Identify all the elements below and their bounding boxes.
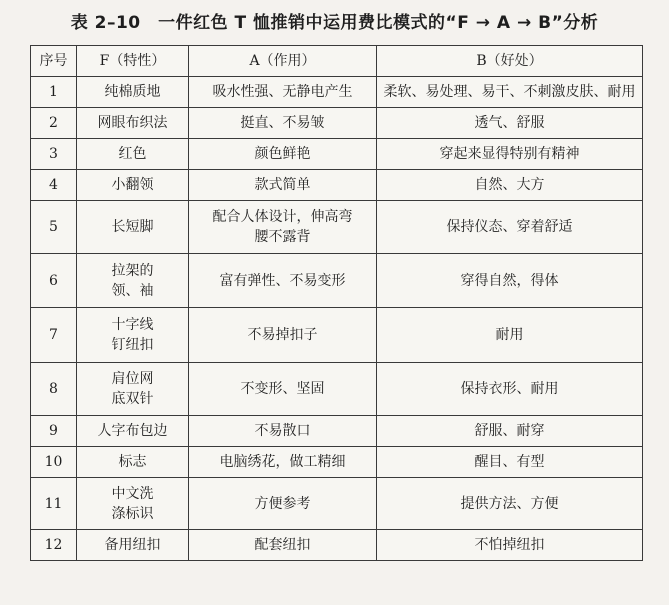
cell-no: 12 (31, 530, 77, 561)
cell-no: 1 (31, 77, 77, 108)
cell-feature: 网眼布织法 (77, 108, 189, 139)
cell-feature: 十字线 钉纽扣 (77, 308, 189, 363)
cell-advantage: 挺直、不易皱 (189, 108, 377, 139)
table-row (31, 447, 643, 478)
table-row (31, 77, 643, 108)
cell-feature: 长短脚 (77, 201, 189, 254)
table-row (31, 108, 643, 139)
cell-feature: 肩位网 底双针 (77, 363, 189, 416)
cell-feature: 备用纽扣 (77, 530, 189, 561)
fab-analysis-table (30, 45, 643, 561)
cell-benefit: 保持仪态、穿着舒适 (377, 201, 643, 254)
cell-no: 7 (31, 308, 77, 363)
cell-feature: 拉架的 领、袖 (77, 254, 189, 308)
cell-no: 4 (31, 170, 77, 201)
cell-benefit: 透气、舒服 (377, 108, 643, 139)
cell-benefit: 耐用 (377, 308, 643, 363)
cell-benefit: 提供方法、方便 (377, 478, 643, 530)
table-title: 表 2–10 一件红色 T 恤推销中运用费比模式的“F → A → B”分析 (70, 13, 599, 33)
cell-no: 8 (31, 363, 77, 416)
cell-advantage: 方便参考 (189, 478, 377, 530)
cell-advantage: 不变形、坚固 (189, 363, 377, 416)
cell-feature: 小翻领 (77, 170, 189, 201)
table-row (31, 308, 643, 363)
cell-no: 9 (31, 416, 77, 447)
table-header-row (31, 46, 643, 77)
cell-benefit: 柔软、易处理、易干、不刺激皮肤、耐用 (377, 77, 643, 108)
table-row (31, 416, 643, 447)
cell-feature: 人字布包边 (77, 416, 189, 447)
cell-advantage: 配套纽扣 (189, 530, 377, 561)
header-advantage: A（作用） (189, 46, 377, 77)
table-row (31, 478, 643, 530)
cell-benefit: 自然、大方 (377, 170, 643, 201)
cell-feature: 纯棉质地 (77, 77, 189, 108)
cell-no: 10 (31, 447, 77, 478)
table-row (31, 254, 643, 308)
table-row (31, 139, 643, 170)
cell-benefit: 不怕掉纽扣 (377, 530, 643, 561)
cell-advantage: 富有弹性、不易变形 (189, 254, 377, 308)
header-feature: F（特性） (77, 46, 189, 77)
cell-advantage: 吸水性强、无静电产生 (189, 77, 377, 108)
table-row (31, 530, 643, 561)
cell-advantage: 款式简单 (189, 170, 377, 201)
table-row (31, 363, 643, 416)
cell-no: 2 (31, 108, 77, 139)
table-row (31, 170, 643, 201)
cell-benefit: 醒目、有型 (377, 447, 643, 478)
cell-no: 11 (31, 478, 77, 530)
cell-advantage: 不易散口 (189, 416, 377, 447)
cell-feature: 中文洗 涤标识 (77, 478, 189, 530)
cell-advantage: 颜色鲜艳 (189, 139, 377, 170)
header-no: 序号 (31, 46, 77, 77)
cell-advantage: 电脑绣花，做工精细 (189, 447, 377, 478)
cell-advantage: 不易掉扣子 (189, 308, 377, 363)
cell-feature: 红色 (77, 139, 189, 170)
table-body (31, 77, 643, 561)
cell-benefit: 保持衣形、耐用 (377, 363, 643, 416)
cell-no: 6 (31, 254, 77, 308)
cell-advantage: 配合人体设计，伸高弯 腰不露背 (189, 201, 377, 254)
header-benefit: B（好处） (377, 46, 643, 77)
table-row (31, 201, 643, 254)
cell-benefit: 舒服、耐穿 (377, 416, 643, 447)
cell-no: 5 (31, 201, 77, 254)
cell-benefit: 穿起来显得特别有精神 (377, 139, 643, 170)
cell-no: 3 (31, 139, 77, 170)
cell-feature: 标志 (77, 447, 189, 478)
cell-benefit: 穿得自然，得体 (377, 254, 643, 308)
